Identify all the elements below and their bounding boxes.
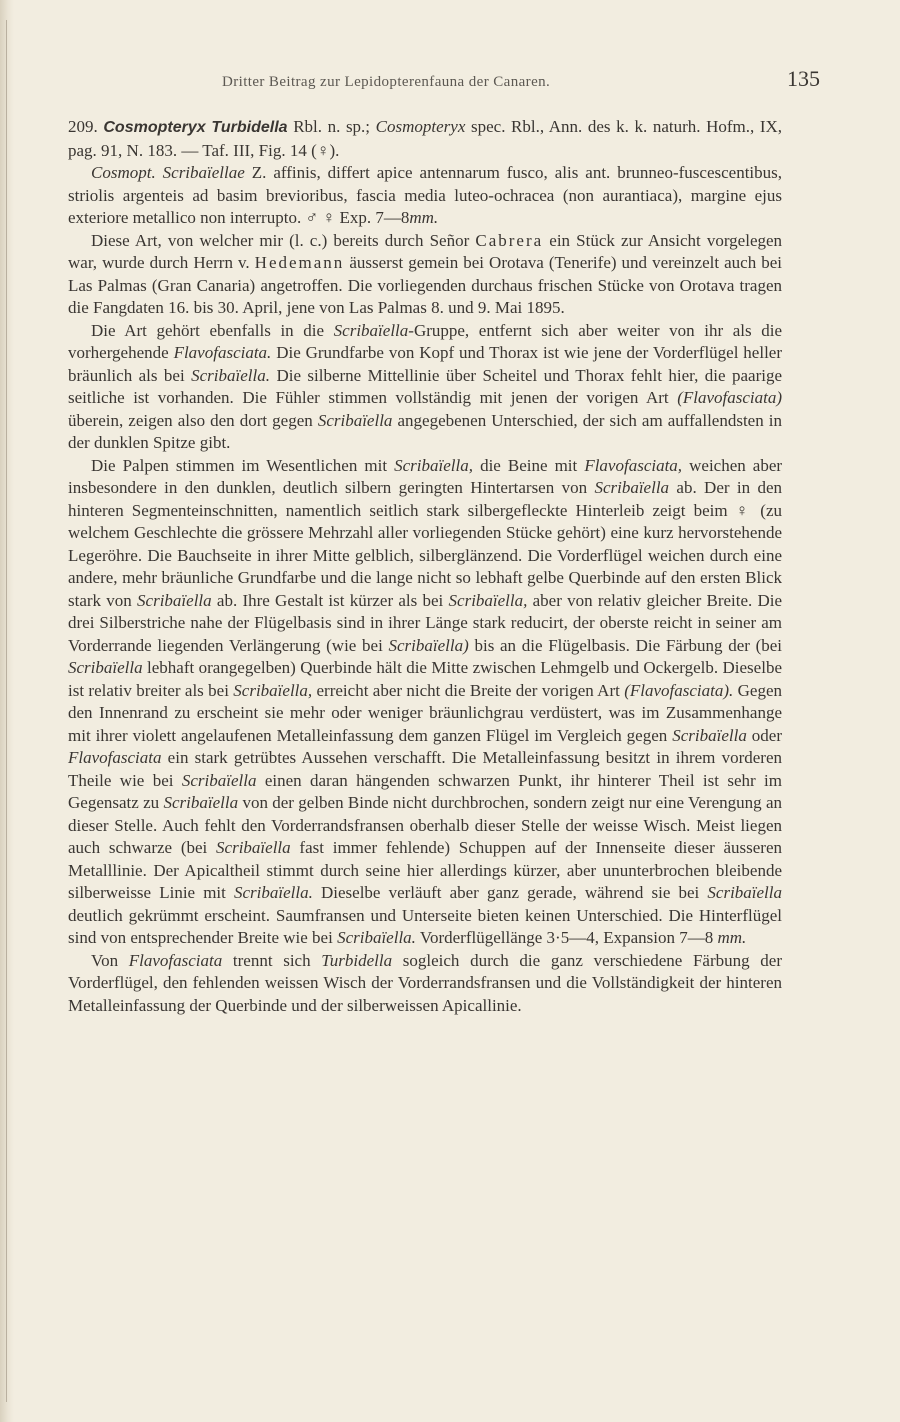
species-ref: Scribaïella <box>68 658 143 677</box>
species-ref: Scribaïella, <box>448 590 528 610</box>
species-ref: Scribaïella. <box>234 883 313 902</box>
text-run: deutlich gekrümmt erscheint. Saumfransen und Unterseite bieten keinen Unterschied. Die Hinterflügel sind von entsprechender Breite wie bei <box>68 905 782 947</box>
species-ref: Scribaïella) <box>388 635 469 655</box>
latin-diagnosis <box>68 162 782 230</box>
species-ref: (Flavofasciata). <box>624 680 734 700</box>
text-run: Vorderflügellänge 3·5—4, Expansion 7—8 <box>419 928 714 947</box>
page-number: 135 <box>787 66 820 91</box>
species-ref: Scribaïella. <box>191 365 270 385</box>
text-run: Die Grundfarbe von Kopf und Thorax ist wie jene der Vorderflügel heller bräunlich als bei <box>68 343 783 385</box>
paragraph-group-comparison <box>68 320 782 455</box>
species-ref: Scribaïella <box>333 320 409 340</box>
binding-line <box>6 20 7 1402</box>
entry-number: 209. <box>68 117 98 136</box>
text-run: Von <box>91 950 119 970</box>
text-run: weichen aber insbesondere in den dunklen, deutlich silbern geringten Hintertarsen von <box>68 455 783 497</box>
text-run: Gegen den Innenrand zu erscheint sie mehr oder weniger bräunlichgrau verdüstert, was im Zusammenhange mit ihrer violett angelaufenen Metalleinfassung dem ganzen Flügel im Vergleich gegen <box>68 680 782 745</box>
text-run: ein Stück zur Ansicht vorgelegen war, wurde durch Herrn v. <box>68 230 783 272</box>
text-run: Die Palpen stimmen im Wesentlichen mit <box>91 455 388 475</box>
text-run: ab. Der in den hinteren Segmenteinschnitten, namentlich seitlich stark silbergefleckte Hinterleib zeigt beim ♀ (zu welchem Geschlechte die grössere Mehrzahl aller vorliegenden Stücke gehört) eine kurz hervorstehende Legeröhre. Die Bauchseite in ihrer Mitte gelblich, silberglänzend. Die Vorderflügel weichen durch eine andere, mehr bräunliche Grundfarbe und die lange nicht so lebhaft gelbe Querbinde auf den ersten Blick stark von <box>68 478 782 610</box>
diagnosis-name: Cosmopt. Scribaïellae <box>91 163 245 182</box>
species-ref: Scribaïella, <box>394 455 473 475</box>
species-ref: Scribaïella <box>317 410 393 430</box>
text-run: Die silberne Mittellinie über Scheitel und Thorax fehlt hier, die paarige seitliche ist vorhanden. Die Fühler stimmen vollständig mit jenen der vorigen Art <box>68 365 783 407</box>
species-ref: Turbidella <box>321 950 393 970</box>
paragraph-description <box>68 455 782 950</box>
species-entry-heading <box>68 116 782 162</box>
species-ref: (Flavofasciata) <box>677 388 783 407</box>
text-run: Diese Art, von welcher mir (l. c.) bereits durch Señor <box>91 230 470 250</box>
species-ref: Scribaïella. <box>337 928 416 947</box>
text-run: sogleich durch die ganz verschiedene Färbung der Vorderflügel, den fehlenden weissen Wisch der Vorderrandsfransen und die Vollständigkeit der hinteren Metalleinfassung der Querbinde und der silberweissen Apicallinie. <box>68 950 782 1015</box>
species-authority: Rbl. n. sp.; <box>293 117 371 136</box>
book-binding-edge <box>0 0 14 1422</box>
diagnosis-unit: mm. <box>409 208 439 227</box>
species-ref: Scribaïella <box>181 770 257 790</box>
text-run: Die Art gehört ebenfalls in die <box>91 320 325 340</box>
text-run: die Beine mit <box>480 455 578 475</box>
species-ref: Flavofasciata <box>128 950 223 970</box>
text-run: angegebenen Unterschied, der sich am auffallendsten in der dunklen Spitze gibt. <box>68 410 783 452</box>
text-run: Dieselbe verläuft aber ganz gerade, während sie bei <box>321 883 700 902</box>
text-run: fast immer fehlende) Schuppen auf der Innenseite dieser äusseren Metalllinie. Der Apicaltheil stimmt durch seine hier allerdings kürzer, aber ununterbrochen bleibende silberweisse Linie mit <box>68 838 783 902</box>
collector-name: Cabrera <box>475 230 544 250</box>
species-ref: Scribaïella <box>216 838 291 857</box>
species-ref: Scribaïella <box>672 725 747 745</box>
text-run: -Gruppe, entfernt sich aber weiter von ihr als die vorhergehende <box>68 320 782 362</box>
species-reference: spec. Rbl., Ann. des k. k. naturh. Hofm., IX, pag. 91, N. 183. — Taf. III, Fig. 14 (♀). <box>68 117 783 160</box>
species-ref: Scribaïella <box>594 478 670 497</box>
text-run: einen daran hängenden schwarzen Punkt, ihr hinterer Theil ist sehr im Gegensatz zu <box>68 770 782 812</box>
text-run: ab. Ihre Gestalt ist kürzer als bei <box>216 590 444 610</box>
page-header <box>160 66 820 96</box>
species-ref: Flavofasciata, <box>584 455 683 475</box>
diagnosis-text: Z. affinis, differt apice antennarum fusco, alis ant. brunneo-fuscescentibus, striolis argenteis ad basim brevioribus, fascia media luteo-ochracea (non aurantiaca), margine ejus exteriore metallico non interrupto. ♂ ♀ Exp. 7—8 <box>68 163 783 227</box>
species-ref: Flavofasciata. <box>173 343 272 362</box>
species-ref: Scribaïella <box>163 793 239 812</box>
paragraph-distribution <box>68 230 782 320</box>
text-run: überein, zeigen also den dort gegen <box>68 410 313 430</box>
text-run: ein stark getrübtes Aussehen verschafft. Die Metalleinfassung besitzt in ihrem vorderen Theile wie bei <box>68 748 783 790</box>
species-ref: Flavofasciata <box>68 748 162 767</box>
text-run: von der gelben Binde nicht durchbrochen, sondern zeigt nur eine Verengung an dieser Stelle. Auch fehlt den Vorderrandsfransen oberhalb dieser Stelle der weisse Wisch. Meist liegen auch schwarze (bei <box>68 793 783 857</box>
text-run: lebhaft orangegelben) Querbinde hält die Mitte zwischen Lehmgelb und Ockergelb. Dieselbe ist relativ breiter als bei <box>68 658 782 700</box>
unit: mm. <box>717 928 747 947</box>
text-run: äusserst gemein bei Orotava (Tenerife) und vereinzelt auch bei Las Palmas (Gran Canaria) angetroffen. Die vorliegenden durchaus frischen Stücke von Orotava tragen die Fangdaten 16. bis 30. April, jene von Las Palmas 8. und 9. Mai 1895. <box>68 253 783 317</box>
species-name: Cosmopteryx Turbidella <box>103 119 288 136</box>
species-ref: Scribaïella, <box>233 680 313 700</box>
text-run: bis an die Flügelbasis. Die Färbung der (bei <box>474 635 783 655</box>
species-synonym: Cosmopteryx <box>375 117 466 136</box>
text-run: aber von relativ gleicher Breite. Die drei Silberstriche nahe der Flügelbasis sind in ihrer Länge stark reducirt, der oberste reicht in seiner am Vorderrande liegenden Verlängerung (wie bei <box>68 590 783 655</box>
species-ref: Scribaïella <box>707 883 783 902</box>
paragraph-separation <box>68 950 782 1018</box>
species-ref: Scribaïella <box>137 590 212 610</box>
text-run: oder <box>751 725 783 745</box>
text-run: trennt sich <box>232 950 311 970</box>
text-run: erreicht aber nicht die Breite der vorigen Art <box>316 680 620 700</box>
collector-name: Hedemann <box>254 253 345 272</box>
running-title: Dritter Beitrag zur Lepidopterenfauna der Canaren. <box>222 74 551 90</box>
body-text <box>68 116 782 1017</box>
